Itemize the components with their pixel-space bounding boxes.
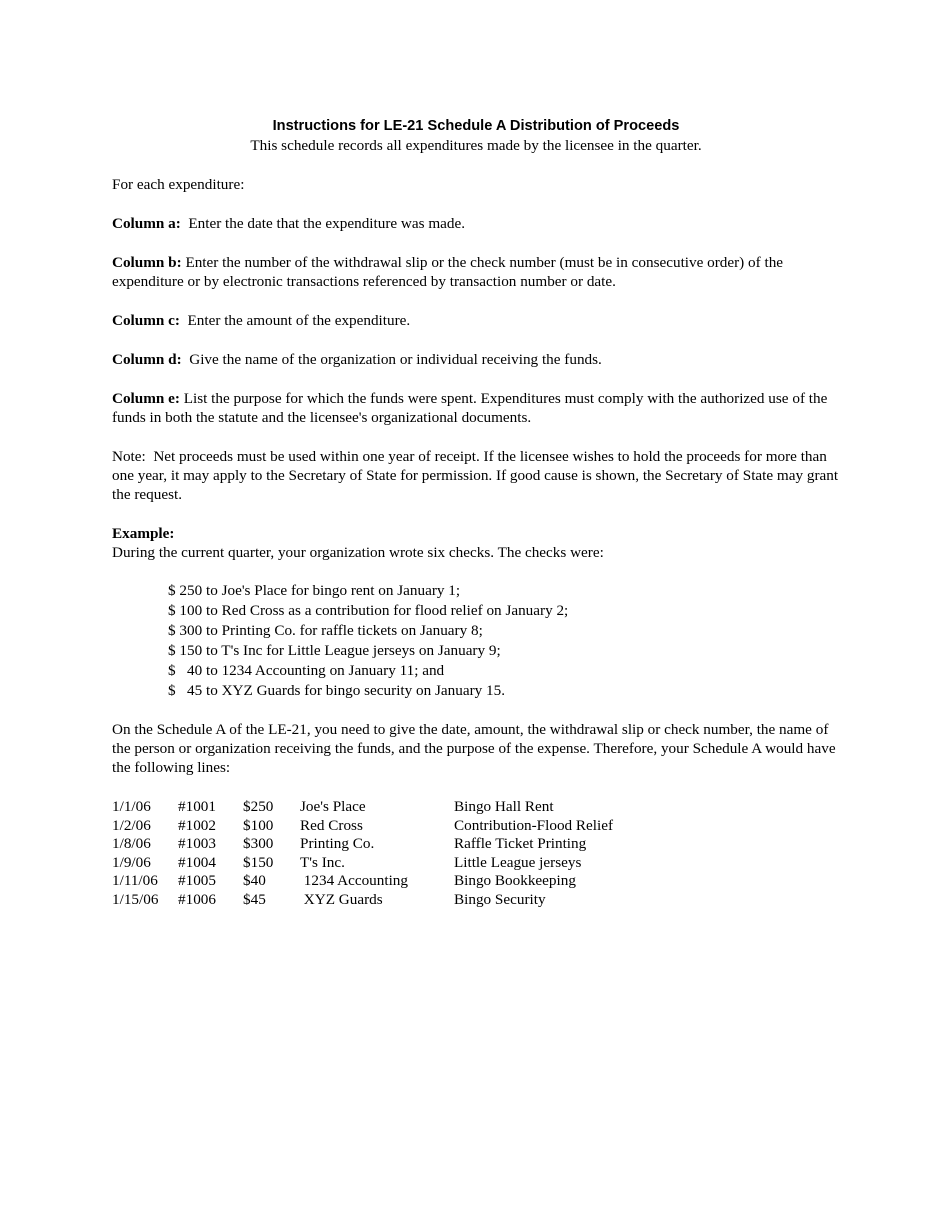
payee-cell: Joe's Place: [300, 798, 366, 815]
schedule-lines-table: [112, 798, 613, 910]
list-item: $ 100 to Red Cross as a contribution for flood relief on January 2;: [168, 602, 569, 619]
amount-cell: $150: [243, 853, 274, 871]
payee-cell: Red Cross: [300, 816, 363, 834]
table-row: [112, 798, 613, 817]
amount-cell: $100: [243, 816, 274, 834]
date-cell: 1/1/06: [112, 798, 151, 815]
table-row: [112, 835, 613, 854]
example-lead: During the current quarter, your organization wrote six checks. The checks were:: [112, 544, 604, 561]
example-heading: Example:: [112, 525, 175, 542]
purpose-cell: Bingo Hall Rent: [454, 798, 554, 815]
summary-paragraph: On the Schedule A of the LE-21, you need to give the date, amount, the withdrawal slip or check number, the name of the person or organization receiving the funds, and the purpose of the expense. Therefore, your Schedule A would have the following lines:: [112, 721, 836, 776]
note-paragraph: Note: Net proceeds must be used within one year of receipt. If the licensee wishes to hold the proceeds for more than one year, it may apply to the Secretary of State for permission. If good cause is shown, the Secretary of State may grant the request.: [112, 448, 842, 503]
table-row: [112, 817, 613, 836]
document-title: Instructions for LE-21 Schedule A Distribution of Proceeds: [272, 118, 680, 134]
check-number-cell: #1003: [178, 835, 216, 853]
purpose-cell: Contribution-Flood Relief: [454, 816, 614, 834]
amount-cell: $40: [243, 872, 266, 890]
list-item: $ 300 to Printing Co. for raffle tickets on January 8;: [168, 622, 483, 639]
check-number-cell: #1002: [178, 816, 216, 834]
purpose-cell: Raffle Ticket Printing: [454, 835, 587, 853]
payee-cell: T's Inc.: [300, 853, 345, 871]
column-b-instruction: [112, 253, 840, 291]
payee-cell: 1234 Accounting: [300, 872, 408, 890]
column-e-label: Column e:: [112, 390, 180, 407]
check-number-cell: #1005: [178, 872, 216, 890]
amount-cell: $300: [243, 835, 274, 853]
date-cell: 1/9/06: [112, 853, 151, 871]
column-a-text: Enter the date that the expenditure was made.: [188, 215, 466, 232]
document-page: [112, 117, 840, 910]
payee-cell: Printing Co.: [300, 835, 375, 853]
list-item: $ 150 to T's Inc for Little League jerseys on January 9;: [168, 642, 501, 659]
amount-cell: $250: [243, 798, 274, 815]
column-d-instruction: [112, 350, 840, 369]
column-b-label: Column b:: [112, 254, 182, 271]
purpose-cell: Bingo Security: [454, 890, 546, 908]
purpose-cell: Bingo Bookkeeping: [454, 872, 576, 890]
date-cell: 1/8/06: [112, 835, 151, 853]
purpose-cell: Little League jerseys: [454, 853, 582, 871]
column-c-label: Column c:: [112, 312, 180, 329]
column-e-text: List the purpose for which the funds were spent. Expenditures must comply with the authorized use of the funds in both the statute and the licensee's organizational documents.: [112, 390, 828, 426]
list-item: $ 40 to 1234 Accounting on January 11; and: [168, 662, 445, 679]
list-item: $ 250 to Joe's Place for bingo rent on January 1;: [168, 582, 461, 599]
intro-text: For each expenditure:: [112, 176, 245, 193]
column-b-text: Enter the number of the withdrawal slip or the check number (must be in consecutive order) of the expenditure or by electronic transactions referenced by transaction number or date.: [112, 254, 784, 290]
payee-cell: XYZ Guards: [300, 890, 383, 908]
date-cell: 1/15/06: [112, 890, 159, 908]
date-cell: 1/11/06: [112, 872, 158, 890]
column-a-instruction: [112, 214, 840, 233]
column-e-instruction: [112, 389, 840, 427]
column-d-label: Column d:: [112, 351, 182, 368]
table-row: [112, 872, 613, 891]
table-row: [112, 891, 613, 910]
table-row: [112, 854, 613, 873]
document-subtitle: This schedule records all expenditures made by the licensee in the quarter.: [250, 137, 702, 154]
column-a-label: Column a:: [112, 215, 181, 232]
check-number-cell: #1006: [178, 890, 216, 908]
list-item: $ 45 to XYZ Guards for bingo security on January 15.: [168, 682, 506, 699]
amount-cell: $45: [243, 890, 266, 908]
checks-list: [168, 581, 840, 701]
check-number-cell: #1001: [178, 798, 216, 815]
date-cell: 1/2/06: [112, 816, 151, 834]
column-d-text: Give the name of the organization or individual receiving the funds.: [189, 351, 602, 368]
column-c-text: Enter the amount of the expenditure.: [187, 312, 411, 329]
check-number-cell: #1004: [178, 853, 216, 871]
column-c-instruction: [112, 311, 840, 330]
